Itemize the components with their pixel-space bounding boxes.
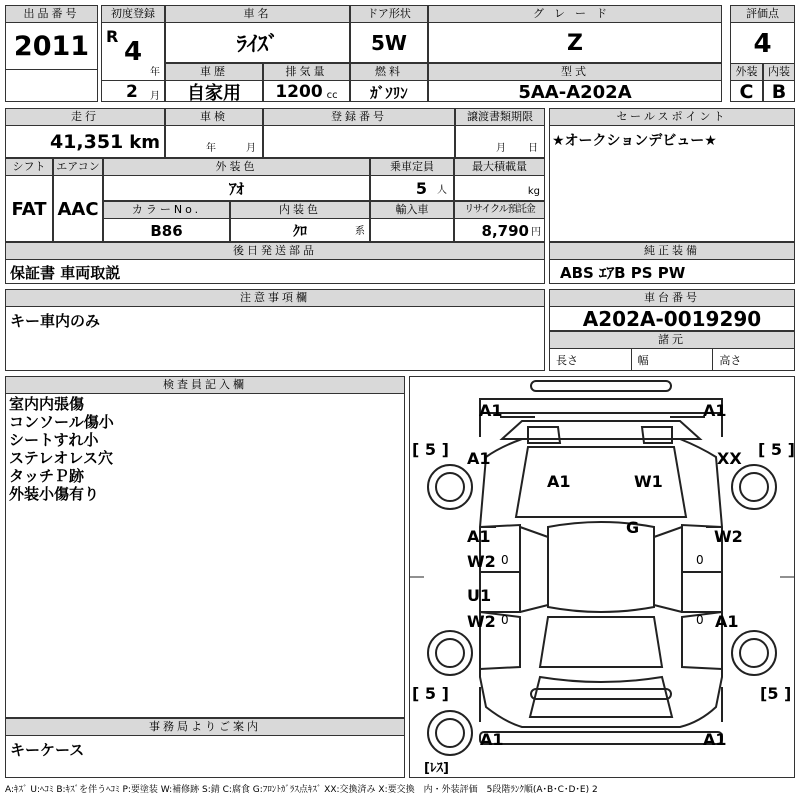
registration-number-label: 登録番号 — [264, 109, 454, 126]
first-registration-box — [101, 5, 165, 102]
aircon-label: エアコン — [54, 159, 102, 176]
diagram-label-fl-fender: A1 — [467, 449, 491, 468]
aircon-value: AAC — [57, 198, 99, 220]
inspector-note: 室内内張傷 — [9, 395, 85, 413]
later-parts-value: 保証書 車両取説 — [10, 263, 121, 282]
mileage-unit: km — [129, 131, 160, 153]
spec-length: 長さ — [550, 349, 632, 371]
capacity-value: 5 — [415, 179, 427, 198]
history-value: 自家用 — [187, 83, 241, 104]
door-type-box — [350, 5, 428, 63]
interior-grade-value: B — [771, 81, 787, 103]
registration-number-box — [263, 108, 455, 158]
aircon-box — [53, 158, 103, 242]
shift-value: FAT — [11, 198, 47, 220]
score-value: 4 — [753, 29, 772, 59]
tire-spare: [ﾚｽ] — [424, 761, 449, 776]
inspector-note: コンソール傷小 — [9, 413, 114, 431]
car-outline — [410, 377, 794, 777]
car-diagram — [409, 376, 795, 778]
fuel-box — [350, 63, 428, 102]
history-label: 車歴 — [166, 64, 262, 81]
tire-front-left: [ 5 ] — [412, 440, 449, 459]
inspector-note: ステレオレス穴 — [9, 449, 113, 467]
chassis-value: A202A-0019290 — [582, 307, 762, 331]
later-parts-box — [5, 242, 545, 284]
exterior-grade-box — [730, 63, 763, 102]
diagram-label-front-left-door-w: W2 — [467, 552, 496, 571]
diagram-label-rear-right-door: A1 — [715, 612, 739, 631]
inspection-box — [165, 108, 263, 158]
history-box — [165, 63, 263, 102]
first-registration-label: 初度登録 — [102, 6, 164, 23]
inspector-notes — [6, 394, 404, 504]
diagram-label-rear-left-door-w: W2 — [467, 612, 496, 631]
diagram-label-fl-corner: A1 — [479, 401, 503, 420]
shift-box — [5, 158, 53, 242]
recycle-box — [454, 201, 545, 242]
displacement-label: 排気量 — [264, 64, 349, 81]
score-label: 評価点 — [731, 6, 794, 23]
displacement-unit: cc — [326, 89, 338, 101]
interior-color-label: 内装色 — [231, 202, 369, 219]
inspection-month-unit: 月 — [246, 143, 256, 154]
month-value: 2 — [126, 82, 138, 102]
inspector-note: タッチＰ跡 — [9, 467, 85, 485]
options-value: ABS ｴｱB PS PW — [560, 263, 686, 282]
transfer-deadline-label: 譲渡書類期限 — [456, 109, 544, 126]
shift-label: シフト — [6, 159, 52, 176]
max-load-unit: kg — [527, 186, 540, 197]
diagram-label-front-left-door-a: A1 — [467, 527, 491, 546]
grade-box — [428, 5, 722, 63]
specs-box — [549, 331, 795, 371]
capacity-box — [370, 158, 454, 201]
diagram-label-fr-corner: A1 — [703, 401, 727, 420]
sales-point-label: セールスポイント — [550, 109, 794, 126]
diagram-label-hood-left: A1 — [547, 472, 571, 491]
era-value: R — [106, 27, 119, 46]
diagram-label-rear-right-corner: A1 — [703, 730, 727, 749]
grade-label: グレード — [429, 6, 721, 23]
color-number-value: B86 — [150, 221, 183, 240]
spec-width: 幅 — [632, 349, 714, 371]
recycle-value: 8,790 — [481, 221, 529, 240]
transfer-day-unit: 日 — [528, 143, 538, 154]
capacity-label: 乗車定員 — [371, 159, 453, 176]
recycle-unit: 円 — [531, 227, 541, 238]
interior-color-unit: 系 — [355, 226, 365, 237]
mileage-value: 41,351 — [49, 131, 124, 153]
exterior-color-value: ｱｵ — [228, 180, 244, 198]
sales-point-value: ★オークションデビュー★ — [552, 133, 717, 149]
chassis-label: 車台番号 — [550, 290, 794, 307]
sales-point-box — [549, 108, 795, 242]
chassis-box — [549, 289, 795, 331]
displacement-value: 1200 — [275, 82, 323, 102]
inspector-label: 検査員記入欄 — [6, 377, 404, 394]
exterior-grade-value: C — [739, 81, 754, 103]
tire-front-right: [ 5 ] — [758, 440, 795, 459]
color-number-label: カラーNo. — [104, 202, 229, 219]
specs-label: 諸元 — [550, 332, 794, 349]
fuel-label: 燃料 — [351, 64, 427, 81]
inspection-label: 車検 — [166, 109, 262, 126]
tire-rear-left: [ 5 ] — [412, 684, 449, 703]
door-handle-mark: 0 — [501, 613, 509, 627]
inspector-note: シートすれ小 — [9, 431, 99, 449]
office-box — [5, 718, 405, 778]
office-value: キーケース — [10, 741, 85, 759]
tire-rear-right: [5 ] — [760, 684, 792, 703]
exterior-grade-label: 外装 — [731, 64, 762, 81]
diagram-label-fr-fender: XX — [717, 449, 742, 468]
diagram-label-rear-left-corner: A1 — [480, 730, 504, 749]
interior-grade-label: 内装 — [764, 64, 794, 81]
car-name-box — [165, 5, 350, 63]
import-box — [370, 201, 454, 242]
door-handle-mark: 0 — [501, 553, 509, 567]
exterior-color-label: 外装色 — [104, 159, 369, 176]
interior-color-value: ｸﾛ — [293, 223, 307, 240]
diagram-label-rear-left-door-u: U1 — [467, 586, 492, 605]
transfer-deadline-box — [455, 108, 545, 158]
model-value: 5AA-A202A — [518, 81, 632, 103]
import-label: 輸入車 — [371, 202, 453, 219]
door-handle-mark: 0 — [696, 553, 704, 567]
mileage-box — [5, 108, 165, 158]
registration-number-value — [264, 126, 454, 158]
model-label: 型式 — [429, 64, 721, 81]
inspector-note: 外装小傷有り — [9, 485, 100, 503]
legend: A:ｷｽﾞ U:ﾍｺﾐ B:ｷｽﾞを伴うﾍｺﾐ P:要塗装 W:補修跡 S:錆 C:腐食 G:ﾌﾛﾝﾄｶﾞﾗｽ点ｷｽﾞ XX:交換済み X:要交換 内・外装評価 5段階ﾗﾝｸ順(A･B･C･D･E) 2 — [5, 785, 598, 795]
capacity-unit: 人 — [437, 185, 447, 196]
grade-value: Z — [567, 30, 583, 56]
interior-color-box — [230, 201, 370, 242]
door-type-value: 5W — [371, 31, 407, 55]
mileage-label: 走行 — [6, 109, 164, 126]
recycle-label: リサイクル預託金 — [455, 202, 544, 219]
options-label: 純正装備 — [550, 243, 794, 260]
car-name-label: 車名 — [166, 6, 349, 23]
displacement-box — [263, 63, 350, 102]
diagram-label-front-right-door: W2 — [714, 527, 743, 546]
max-load-box — [454, 158, 545, 201]
fuel-value: ｶﾞｿﾘﾝ — [370, 83, 408, 102]
transfer-month-unit: 月 — [496, 143, 506, 154]
year-unit: 年 — [150, 67, 160, 78]
year-value: 4 — [124, 37, 143, 67]
lot-number-box — [5, 5, 98, 102]
exterior-color-box — [103, 158, 370, 201]
door-handle-mark: 0 — [696, 613, 704, 627]
car-name-value: ﾗｲｽﾞ — [236, 32, 279, 56]
lot-number-label: 出品番号 — [6, 6, 97, 23]
inspection-year-unit: 年 — [206, 143, 216, 154]
lot-number-value: 2011 — [6, 23, 97, 70]
model-box — [428, 63, 722, 102]
later-parts-label: 後日発送部品 — [6, 243, 544, 260]
max-load-label: 最大積載量 — [455, 159, 544, 176]
spec-height: 高さ — [719, 354, 742, 367]
door-type-label: ドア形状 — [351, 6, 427, 23]
options-box — [549, 242, 795, 284]
month-unit: 月 — [150, 91, 160, 102]
office-label: 事務局よりご案内 — [6, 719, 404, 736]
inspector-box — [5, 376, 405, 718]
color-number-box — [103, 201, 230, 242]
caution-value: キー車内のみ — [10, 312, 101, 330]
interior-grade-box — [763, 63, 795, 102]
caution-box — [5, 289, 545, 371]
import-value — [371, 219, 453, 242]
diagram-label-roof: G — [626, 518, 640, 537]
caution-label: 注意事項欄 — [6, 290, 544, 307]
diagram-label-hood-right: W1 — [634, 472, 663, 491]
